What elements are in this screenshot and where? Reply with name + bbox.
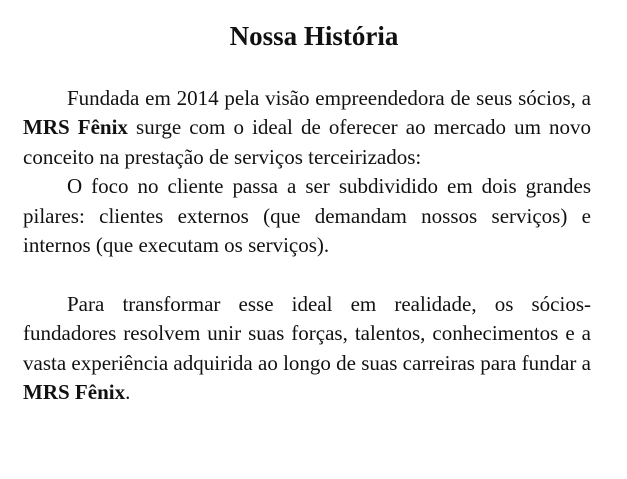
paragraph-founding-text-end: surge com o ideal de oferecer ao mercado um novo conceito na prestação de serviços terceirizados: [23,115,592,169]
brand-name: MRS Fênix [23,380,126,405]
paragraph-spacer [23,260,591,289]
paragraph-founding-text-start: Fundada em 2014 pela visão empreendedora de seus sócios, a [67,86,591,110]
paragraph-mission-text-end: . [125,380,131,405]
brand-name: MRS Fênix [23,115,128,140]
page-title: Nossa História [229,21,399,51]
paragraph-mission-text-start: Para transformar esse ideal em realidade, os sócios-fundadores resolvem unir suas forças, talentos, conhecimentos e a vasta experiência adquirida ao longo de suas carreiras para fundar a [23,291,591,375]
document-body [23,84,591,407]
paragraph-founding [23,84,591,172]
paragraph-mission [23,290,591,408]
paragraph-focus: O foco no cliente passa a ser subdividido em dois grandes pilares: clientes externos (que demandam nossos serviços) e internos (que executam os serviços). [23,174,591,258]
